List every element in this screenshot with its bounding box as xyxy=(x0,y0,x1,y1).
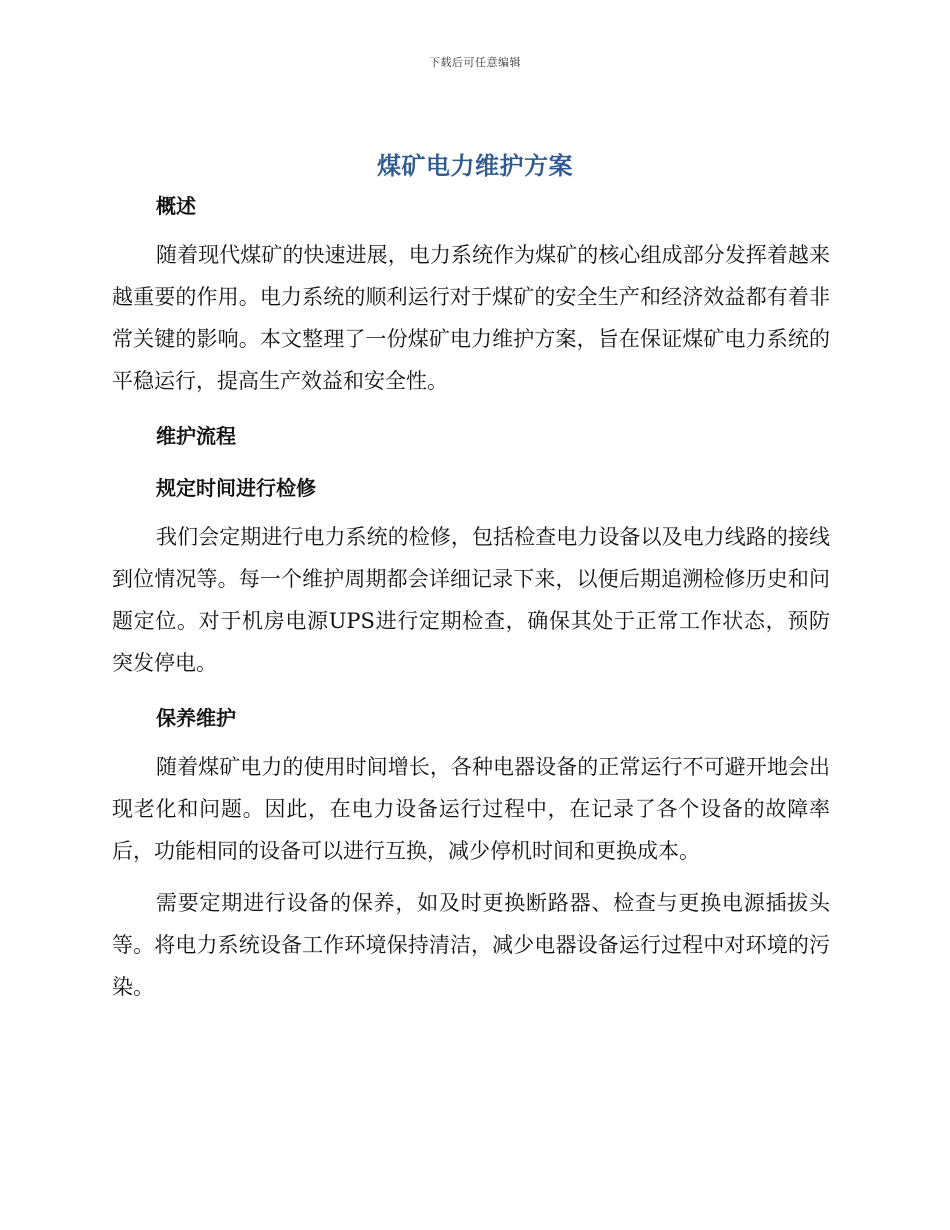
section-heading-scheduled: 规定时间进行检修 xyxy=(156,476,316,500)
document-body xyxy=(112,188,830,1008)
document-title: 煤矿电力维护方案 xyxy=(377,152,573,180)
paragraph-maintenance-2: 需要定期进行设备的保养，如及时更换断路器、检查与更换电源插拔头等。将电力系统设备工作环境保持清洁，减少电器设备运行过程中对环境的污染。 xyxy=(112,891,830,999)
section-heading-overview: 概述 xyxy=(156,194,196,218)
header-note: 下载后可任意编辑 xyxy=(429,56,521,69)
paragraph-scheduled: 我们会定期进行电力系统的检修，包括检查电力设备以及电力线路的接线到位情况等。每一个维护周期都会详细记录下来，以便后期追溯检修历史和问题定位。对于机房电源UPS进行定期检查，确保其处于正常工作状态，预防突发停电。 xyxy=(112,525,830,675)
section-heading-maintenance: 保养维护 xyxy=(156,706,236,730)
paragraph-maintenance-1: 随着煤矿电力的使用时间增长，各种电器设备的正常运行不可避开地会出现老化和问题。因此，在电力设备运行过程中，在记录了各个设备的故障率后，功能相同的设备可以进行互换，减少停机时间和更换成本。 xyxy=(112,755,830,863)
section-heading-process: 维护流程 xyxy=(156,424,236,448)
paragraph-overview: 随着现代煤矿的快速进展，电力系统作为煤矿的核心组成部分发挥着越来越重要的作用。电力系统的顺利运行对于煤矿的安全生产和经济效益都有着非常关键的影响。本文整理了一份煤矿电力维护方案，旨在保证煤矿电力系统的平稳运行，提高生产效益和安全性。 xyxy=(112,243,830,393)
